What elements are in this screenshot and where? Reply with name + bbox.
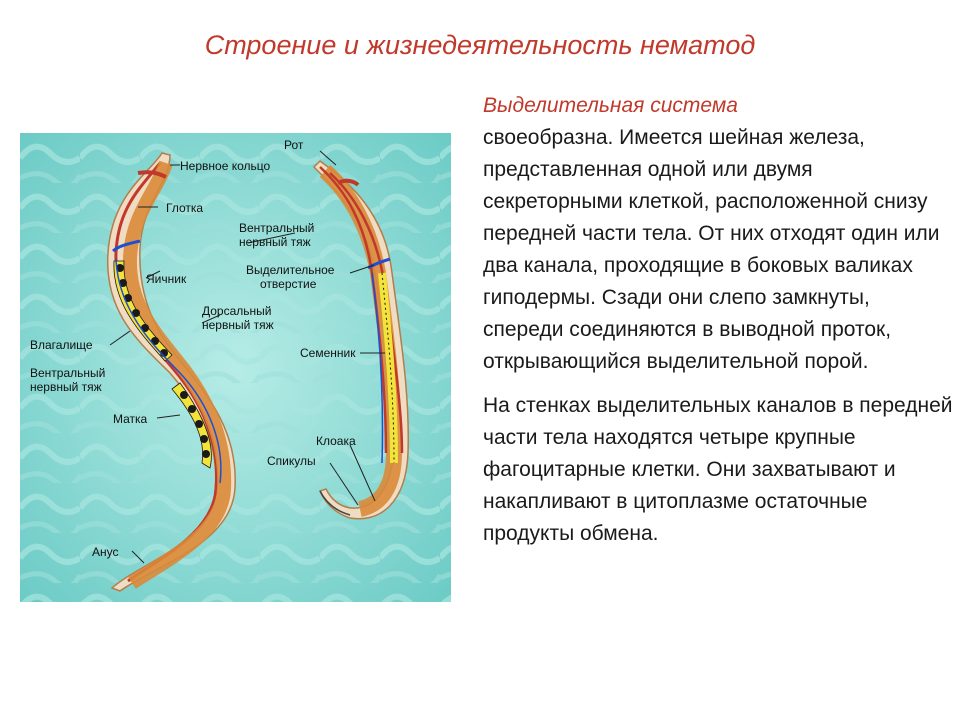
- label-nerve-ring: Нервное кольцо: [180, 159, 271, 173]
- label-excretory-2: отверстие: [260, 277, 317, 291]
- label-excretory-1: Выделительное: [246, 263, 335, 277]
- excretory-system-subtitle: Выделительная система: [483, 94, 738, 117]
- paragraph-1-body: своеобразна. Имеется шейная железа, представленная одной или двумя секреторными клеткой, расположенной снизу передней части тела. От них отходят один или два канала, проходящие в боковых валиках гиподермы. Сзади они слепо замкнуты, спереди соединяются в выводной проток, открывающийся выделительной порой.: [483, 126, 940, 373]
- label-dorsal-1: Дорсальный: [202, 304, 272, 318]
- label-uterus: Матка: [113, 412, 148, 426]
- label-pharynx: Глотка: [166, 201, 204, 215]
- nematode-diagram: [20, 133, 451, 602]
- label-spicules: Спикулы: [267, 454, 316, 468]
- label-vagina: Влагалище: [30, 338, 93, 352]
- label-ventral-cord-2: нервный тяж: [239, 235, 311, 249]
- label-ovary: Яичник: [146, 272, 187, 286]
- description-text: [483, 90, 953, 550]
- label-anus: Анус: [92, 545, 119, 559]
- paragraph-excretory: [483, 90, 953, 378]
- slide-title: Строение и жизнедеятельность нематод: [204, 30, 756, 60]
- label-cloaca: Клоака: [316, 434, 356, 448]
- label-testis: Семенник: [300, 346, 356, 360]
- label-ventral-left-1: Вентральный: [30, 366, 106, 380]
- label-mouth: Рот: [284, 138, 304, 152]
- nematode-svg: [20, 133, 451, 602]
- paragraph-2: На стенках выделительных каналов в передней части тела находятся четыре крупные фагоцитарные клетки. Они захватывают и накапливают в цитоплазме остаточные продукты обмена.: [483, 394, 953, 545]
- label-ventral-cord-1: Вентральный: [239, 221, 315, 235]
- label-ventral-left-2: нервный тяж: [30, 380, 102, 394]
- label-dorsal-2: нервный тяж: [202, 318, 274, 332]
